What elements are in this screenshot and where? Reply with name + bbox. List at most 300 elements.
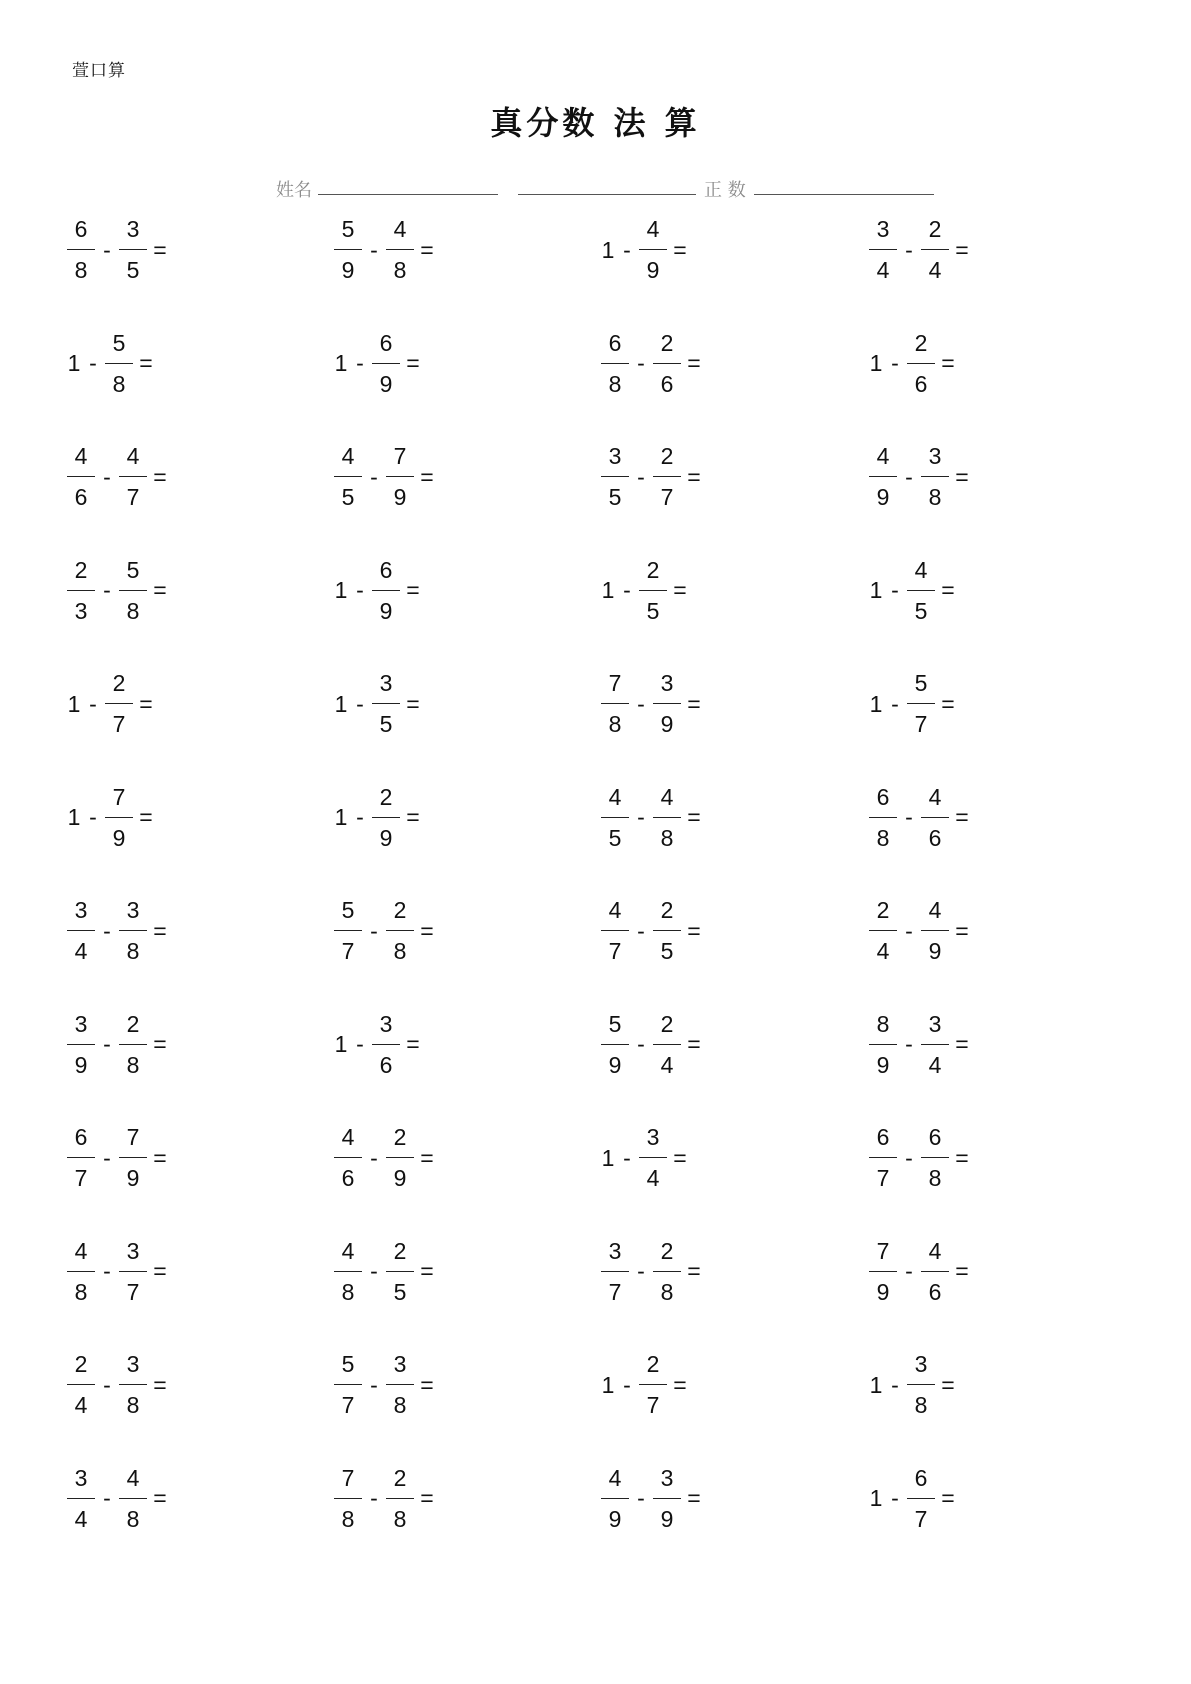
equals-sign: =: [955, 1258, 969, 1284]
minuend-fraction: [333, 1464, 363, 1532]
problem-item: [600, 1123, 692, 1193]
minus-sign: -: [637, 1258, 645, 1284]
equals-sign: =: [673, 577, 687, 603]
problem-item: [66, 1010, 172, 1080]
denominator: 6: [379, 1051, 393, 1078]
numerator: 2: [928, 216, 942, 242]
denominator: 4: [876, 938, 890, 964]
minuend-fraction: [66, 1010, 96, 1078]
equals-sign: =: [420, 463, 434, 490]
equals-sign: =: [420, 1144, 434, 1171]
denominator: 9: [876, 1278, 890, 1305]
minuend-whole-number: 1: [869, 350, 883, 376]
equals-sign: =: [153, 917, 167, 944]
denominator: 8: [393, 1505, 407, 1532]
minus-sign: -: [103, 1144, 111, 1171]
minuend-fraction: [868, 1126, 898, 1190]
minus-sign: -: [370, 1258, 378, 1284]
denominator: 6: [914, 370, 928, 397]
numerator: 3: [379, 670, 393, 696]
minus-sign: -: [905, 463, 913, 490]
subtrahend-fraction: [104, 672, 134, 736]
numerator: 2: [660, 897, 674, 923]
numerator: 2: [393, 1464, 407, 1491]
numerator: 3: [928, 1010, 942, 1037]
numerator: 8: [876, 1010, 890, 1037]
denominator: 4: [660, 1051, 674, 1078]
equals-sign: =: [153, 1485, 167, 1511]
denominator: 4: [876, 257, 890, 283]
denominator: 7: [646, 1392, 660, 1418]
numerator: 3: [74, 1010, 88, 1037]
numerator: 4: [74, 1237, 88, 1264]
subtrahend-fraction: [371, 556, 401, 624]
subtrahend-fraction: [652, 899, 682, 963]
minuend-fraction: [868, 1237, 898, 1305]
problem-item: [868, 896, 974, 966]
numerator: 5: [608, 1010, 622, 1037]
minus-sign: -: [103, 577, 111, 603]
equals-sign: =: [420, 236, 434, 263]
problem-item: [66, 329, 158, 399]
minus-sign: -: [891, 577, 899, 603]
numerator: 2: [393, 1124, 407, 1150]
problem-item: [333, 1010, 425, 1080]
minus-sign: -: [637, 1031, 645, 1057]
numerator: 3: [379, 1010, 393, 1037]
subtrahend-fraction: [118, 218, 148, 282]
denominator: 9: [379, 370, 393, 397]
denominator: 5: [660, 938, 674, 964]
numerator: 3: [608, 1237, 622, 1264]
problem-item: [600, 1237, 706, 1307]
denominator: 8: [341, 1505, 355, 1532]
equals-sign: =: [406, 804, 420, 830]
equals-sign: =: [153, 1371, 167, 1398]
minuend-whole-number: 1: [869, 577, 883, 603]
numerator: 3: [660, 1464, 674, 1491]
numerator: 3: [126, 897, 140, 923]
numerator: 2: [393, 1237, 407, 1264]
denominator: 5: [341, 484, 355, 510]
minuend-whole-number: 1: [67, 804, 81, 830]
numerator: 4: [126, 1464, 140, 1491]
numerator: 7: [393, 443, 407, 469]
minuend-fraction: [66, 1126, 96, 1190]
minuend-fraction: [66, 1237, 96, 1305]
minuend-whole-number: 1: [334, 804, 348, 830]
numerator: 4: [341, 443, 355, 469]
denominator: 4: [74, 1505, 88, 1532]
numerator: 4: [928, 783, 942, 810]
denominator: 9: [876, 484, 890, 510]
numerator: 2: [660, 1010, 674, 1037]
minus-sign: -: [103, 463, 111, 490]
denominator: 9: [112, 824, 126, 851]
problem-item: [600, 1010, 706, 1080]
denominator: 9: [646, 257, 660, 283]
equals-sign: =: [955, 1144, 969, 1171]
subtrahend-fraction: [906, 329, 936, 397]
denominator: 4: [928, 257, 942, 283]
page-title: 真分数 法 算: [490, 104, 701, 142]
problem-item: [333, 783, 425, 853]
denominator: 9: [608, 1051, 622, 1078]
problem-item: [600, 329, 706, 399]
problem-item: [868, 442, 974, 512]
numerator: 4: [393, 216, 407, 242]
minuend-fraction: [333, 445, 363, 509]
subtrahend-fraction: [371, 672, 401, 736]
problem-item: [868, 783, 974, 853]
equals-sign: =: [153, 1258, 167, 1284]
equals-sign: =: [687, 1031, 701, 1057]
problem-item: [333, 896, 439, 966]
denominator: 5: [914, 597, 928, 624]
numerator: 5: [112, 329, 126, 356]
minus-sign: -: [637, 917, 645, 944]
problem-item: [600, 783, 706, 853]
minuend-fraction: [868, 218, 898, 282]
equals-sign: =: [406, 1031, 420, 1057]
denominator: 9: [393, 1165, 407, 1191]
minuend-whole-number: 1: [601, 1371, 615, 1398]
numerator: 2: [74, 556, 88, 583]
minuend-whole-number: 1: [334, 350, 348, 376]
equals-sign: =: [153, 1144, 167, 1171]
subtrahend-fraction: [638, 218, 668, 282]
numerator: 6: [876, 1124, 890, 1150]
problem-item: [66, 1237, 172, 1307]
denominator: 4: [74, 938, 88, 964]
minuend-whole-number: 1: [601, 1144, 615, 1171]
minus-sign: -: [623, 577, 631, 603]
numerator: 5: [914, 670, 928, 696]
equals-sign: =: [955, 463, 969, 490]
numerator: 7: [126, 1124, 140, 1150]
denominator: 7: [876, 1165, 890, 1191]
subtrahend-fraction: [906, 1353, 936, 1417]
denominator: 8: [126, 1505, 140, 1532]
denominator: 7: [74, 1165, 88, 1191]
subtrahend-fraction: [652, 445, 682, 509]
subtrahend-fraction: [920, 899, 950, 963]
equals-sign: =: [673, 236, 687, 263]
denominator: 6: [660, 370, 674, 397]
minuend-fraction: [600, 899, 630, 963]
problem-item: [66, 783, 158, 853]
subtrahend-fraction: [385, 1464, 415, 1532]
minus-sign: -: [891, 350, 899, 376]
minus-sign: -: [370, 1144, 378, 1171]
denominator: 8: [928, 484, 942, 510]
subtrahend-fraction: [652, 672, 682, 736]
problem-item: [868, 215, 974, 285]
numerator: 5: [341, 216, 355, 242]
subtrahend-fraction: [920, 1126, 950, 1190]
denominator: 9: [608, 1505, 622, 1532]
denominator: 5: [646, 597, 660, 624]
denominator: 9: [660, 711, 674, 737]
denominator: 8: [126, 938, 140, 964]
equals-sign: =: [687, 917, 701, 944]
numerator: 2: [74, 1351, 88, 1377]
minuend-fraction: [66, 1353, 96, 1417]
minuend-whole-number: 1: [334, 690, 348, 717]
equals-sign: =: [406, 577, 420, 603]
minuend-fraction: [66, 1464, 96, 1532]
minus-sign: -: [623, 236, 631, 263]
denominator: 6: [928, 824, 942, 851]
denominator: 5: [379, 711, 393, 737]
minuend-fraction: [868, 1010, 898, 1078]
minuend-whole-number: 1: [601, 236, 615, 263]
equals-sign: =: [673, 1144, 687, 1171]
denominator: 8: [74, 1278, 88, 1305]
denominator: 9: [928, 938, 942, 964]
problem-item: [333, 329, 425, 399]
numerator: 2: [660, 1237, 674, 1264]
equals-sign: =: [941, 1371, 955, 1398]
minus-sign: -: [89, 350, 97, 376]
denominator: 5: [393, 1278, 407, 1305]
denominator: 4: [928, 1051, 942, 1078]
equals-sign: =: [955, 917, 969, 944]
numerator: 4: [928, 1237, 942, 1264]
minus-sign: -: [891, 1371, 899, 1398]
minuend-whole-number: 1: [334, 577, 348, 603]
minus-sign: -: [356, 1031, 364, 1057]
minuend-fraction: [333, 1353, 363, 1417]
minus-sign: -: [103, 1485, 111, 1511]
equals-sign: =: [687, 804, 701, 830]
numerator: 3: [126, 216, 140, 242]
problem-item: [868, 1237, 974, 1307]
subtrahend-fraction: [652, 329, 682, 397]
subtrahend-fraction: [638, 556, 668, 624]
numerator: 6: [928, 1124, 942, 1150]
minuend-whole-number: 1: [869, 1485, 883, 1511]
numerator: 3: [876, 216, 890, 242]
subtrahend-fraction: [118, 1010, 148, 1078]
numerator: 2: [646, 1351, 660, 1377]
denominator: 7: [914, 711, 928, 737]
problem-item: [66, 896, 172, 966]
denominator: 5: [608, 484, 622, 510]
minus-sign: -: [891, 1485, 899, 1511]
numerator: 2: [393, 897, 407, 923]
subtrahend-fraction: [104, 783, 134, 851]
problem-item: [868, 1350, 960, 1420]
subtrahend-fraction: [920, 783, 950, 851]
equals-sign: =: [139, 690, 153, 717]
numerator: 5: [341, 897, 355, 923]
numerator: 2: [876, 897, 890, 923]
numerator: 4: [126, 443, 140, 469]
subtrahend-fraction: [906, 1464, 936, 1532]
minuend-whole-number: 1: [67, 690, 81, 717]
equals-sign: =: [941, 577, 955, 603]
minus-sign: -: [891, 690, 899, 717]
problem-item: [66, 442, 172, 512]
minuend-fraction: [600, 1237, 630, 1305]
subtrahend-fraction: [118, 1237, 148, 1305]
minuend-fraction: [66, 445, 96, 509]
numerator: 3: [126, 1237, 140, 1264]
numerator: 3: [393, 1351, 407, 1377]
minus-sign: -: [356, 690, 364, 717]
subtrahend-fraction: [371, 329, 401, 397]
minus-sign: -: [637, 350, 645, 376]
denominator: 5: [608, 824, 622, 851]
problem-item: [333, 669, 425, 739]
subtrahend-fraction: [920, 445, 950, 509]
minus-sign: -: [103, 1371, 111, 1398]
minus-sign: -: [370, 1485, 378, 1511]
numerator: 3: [660, 670, 674, 696]
denominator: 7: [126, 484, 140, 510]
denominator: 7: [608, 938, 622, 964]
denominator: 8: [914, 1392, 928, 1418]
equals-sign: =: [687, 350, 701, 376]
numerator: 6: [74, 216, 88, 242]
numerator: 2: [379, 783, 393, 810]
subtrahend-fraction: [652, 1237, 682, 1305]
denominator: 8: [608, 370, 622, 397]
denominator: 8: [126, 1392, 140, 1418]
numerator: 4: [608, 783, 622, 810]
subtrahend-fraction: [385, 1126, 415, 1190]
numerator: 5: [126, 556, 140, 583]
subtrahend-fraction: [638, 1126, 668, 1190]
problem-item: [600, 669, 706, 739]
numerator: 6: [74, 1124, 88, 1150]
equals-sign: =: [153, 236, 167, 263]
problem-item: [600, 1350, 692, 1420]
equals-sign: =: [941, 350, 955, 376]
problem-item: [868, 329, 960, 399]
denominator: 8: [126, 1051, 140, 1078]
subtrahend-fraction: [652, 1464, 682, 1532]
problem-item: [333, 215, 439, 285]
numerator: 4: [914, 556, 928, 583]
worksheet-label: 萱口算: [72, 61, 126, 81]
problem-item: [333, 1464, 439, 1534]
minuend-fraction: [600, 672, 630, 736]
equals-sign: =: [139, 804, 153, 830]
denominator: 8: [126, 597, 140, 624]
problem-item: [66, 556, 172, 626]
minuend-fraction: [600, 1464, 630, 1532]
denominator: 9: [876, 1051, 890, 1078]
minuend-fraction: [600, 783, 630, 851]
denominator: 9: [379, 597, 393, 624]
minus-sign: -: [623, 1144, 631, 1171]
equals-sign: =: [406, 690, 420, 717]
numerator: 2: [660, 443, 674, 469]
denominator: 8: [608, 711, 622, 737]
problem-item: [333, 1350, 439, 1420]
problem-item: [66, 1123, 172, 1193]
denominator: 8: [74, 257, 88, 283]
minuend-fraction: [333, 899, 363, 963]
minuend-fraction: [600, 329, 630, 397]
problem-item: [66, 669, 158, 739]
denominator: 9: [74, 1051, 88, 1078]
problem-item: [333, 1237, 439, 1307]
equals-sign: =: [420, 1485, 434, 1511]
subtrahend-fraction: [906, 672, 936, 736]
equals-sign: =: [687, 1258, 701, 1284]
minus-sign: -: [103, 1258, 111, 1284]
denominator: 6: [341, 1165, 355, 1191]
score-field-label: 正 数: [704, 180, 746, 201]
subtrahend-fraction: [118, 445, 148, 509]
numerator: 7: [608, 670, 622, 696]
minus-sign: -: [103, 236, 111, 263]
problem-item: [66, 1350, 172, 1420]
minuend-whole-number: 1: [334, 1031, 348, 1057]
denominator: 7: [660, 484, 674, 510]
minuend-fraction: [868, 899, 898, 963]
numerator: 6: [379, 329, 393, 356]
equals-sign: =: [673, 1371, 687, 1398]
equals-sign: =: [420, 917, 434, 944]
denominator: 9: [341, 257, 355, 283]
problem-item: [600, 1464, 706, 1534]
numerator: 6: [876, 783, 890, 810]
minus-sign: -: [356, 577, 364, 603]
denominator: 8: [393, 1392, 407, 1418]
minus-sign: -: [356, 804, 364, 830]
minus-sign: -: [905, 804, 913, 830]
minuend-fraction: [600, 445, 630, 509]
denominator: 7: [126, 1278, 140, 1305]
equals-sign: =: [153, 1031, 167, 1057]
equals-sign: =: [955, 1031, 969, 1057]
problem-item: [66, 1464, 172, 1534]
minuend-fraction: [868, 445, 898, 509]
minuend-whole-number: 1: [869, 1371, 883, 1398]
denominator: 4: [74, 1392, 88, 1418]
minuend-fraction: [333, 218, 363, 282]
minus-sign: -: [637, 690, 645, 717]
numerator: 3: [646, 1124, 660, 1150]
minus-sign: -: [905, 917, 913, 944]
numerator: 4: [646, 216, 660, 242]
numerator: 6: [379, 556, 393, 583]
numerator: 2: [660, 329, 674, 356]
subtrahend-fraction: [638, 1353, 668, 1417]
equals-sign: =: [687, 1485, 701, 1511]
problem-item: [333, 556, 425, 626]
problem-item: [600, 442, 706, 512]
subtrahend-fraction: [652, 783, 682, 851]
equals-sign: =: [153, 577, 167, 603]
subtrahend-fraction: [118, 1464, 148, 1532]
equals-sign: =: [406, 350, 420, 376]
numerator: 4: [74, 443, 88, 469]
denominator: 9: [660, 1505, 674, 1532]
problem-item: [868, 1010, 974, 1080]
denominator: 9: [126, 1165, 140, 1191]
numerator: 3: [928, 443, 942, 469]
numerator: 4: [608, 897, 622, 923]
minus-sign: -: [905, 1144, 913, 1171]
denominator: 7: [608, 1278, 622, 1305]
subtrahend-fraction: [385, 218, 415, 282]
equals-sign: =: [153, 463, 167, 490]
